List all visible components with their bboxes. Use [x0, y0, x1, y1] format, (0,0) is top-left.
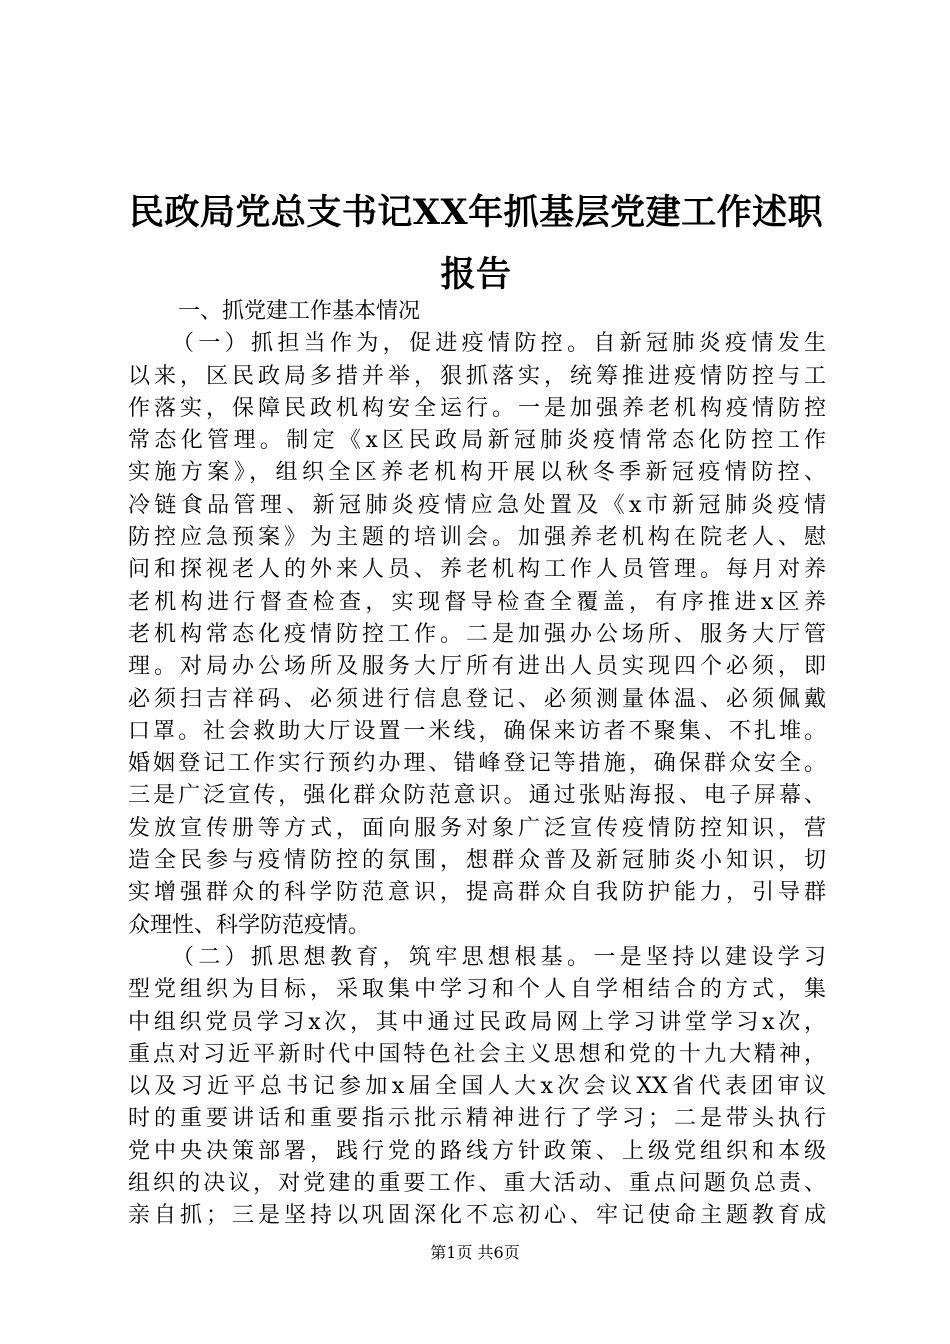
body-line: 问和探视老人的外来人员、养老机构工作人员管理。每月对养 — [128, 557, 826, 583]
title-line-1: 民政局党总支书记XX年抓基层党建工作述职 — [128, 192, 824, 233]
body-line: （二）抓思想教育，筑牢思想根基。一是坚持以建设学习 — [172, 944, 826, 970]
body-line: 时的重要讲话和重要指示批示精神进行了学习；二是带头执行 — [128, 1106, 826, 1132]
body-line: 党中央决策部署，践行党的路线方针政策、上级党组织和本级 — [128, 1138, 826, 1164]
body-line: 亲自抓；三是坚持以巩固深化不忘初心、牢记使命主题教育成 — [128, 1203, 826, 1229]
body-line: 以及习近平总书记参加x届全国人大x次会议XX省代表团审议 — [128, 1074, 826, 1100]
title-line-2: 报告 — [440, 254, 512, 295]
page-footer: 第1页 共6页 — [430, 1243, 520, 1262]
body-line: 理。对局办公场所及服务大厅所有进出人员实现四个必须，即 — [128, 654, 826, 680]
body-line: 婚姻登记工作实行预约办理、错峰登记等措施，确保群众安全。 — [128, 751, 826, 777]
body-line: 以来，区民政局多措并举，狠抓落实，统筹推进疫情防控与工 — [128, 363, 826, 389]
body-line: 实增强群众的科学防范意识，提高群众自我防护能力，引导群 — [128, 880, 826, 906]
body-line: 老机构常态化疫情防控工作。二是加强办公场所、服务大厅管 — [128, 621, 826, 647]
document-body — [128, 296, 826, 1233]
body-line: 造全民参与疫情防控的氛围，想群众普及新冠肺炎小知识，切 — [128, 848, 826, 874]
body-line: 作落实，保障民政机构安全运行。一是加强养老机构疫情防控 — [128, 395, 826, 421]
body-line: 型党组织为目标，采取集中学习和个人自学相结合的方式，集 — [128, 977, 826, 1003]
body-line: 重点对习近平新时代中国特色社会主义思想和党的十九大精神， — [128, 1041, 826, 1067]
body-line: （一）抓担当作为，促进疫情防控。自新冠肺炎疫情发生 — [172, 331, 826, 357]
body-line: 防控应急预案》为主题的培训会。加强养老机构在院老人、慰 — [128, 525, 826, 551]
document-title — [126, 182, 826, 306]
body-line: 老机构进行督查检查，实现督导检查全覆盖，有序推进x区养 — [128, 589, 826, 615]
body-line: 口罩。社会救助大厅设置一米线，确保来访者不聚集、不扎堆。 — [128, 718, 826, 744]
body-line: 众理性、科学防范疫情。 — [128, 912, 371, 938]
body-line: 中组织党员学习x次，其中通过民政局网上学习讲堂学习x次， — [128, 1009, 826, 1035]
body-line: 常态化管理。制定《x区民政局新冠肺炎疫情常态化防控工作 — [128, 428, 826, 454]
body-line: 一、抓党建工作基本情况 — [178, 299, 421, 324]
body-line: 三是广泛宣传，强化群众防范意识。通过张贴海报、电子屏幕、 — [128, 783, 826, 809]
body-line: 冷链食品管理、新冠肺炎疫情应急处置及《x市新冠肺炎疫情 — [128, 492, 826, 518]
body-line: 发放宣传册等方式，面向服务对象广泛宣传疫情防控知识，营 — [128, 815, 826, 841]
body-line: 实施方案》，组织全区养老机构开展以秋冬季新冠疫情防控、 — [128, 460, 826, 486]
body-line: 组织的决议，对党建的重要工作、重大活动、重点问题负总责、 — [128, 1171, 826, 1197]
body-line: 必须扫吉祥码、必须进行信息登记、必须测量体温、必须佩戴 — [128, 686, 826, 712]
